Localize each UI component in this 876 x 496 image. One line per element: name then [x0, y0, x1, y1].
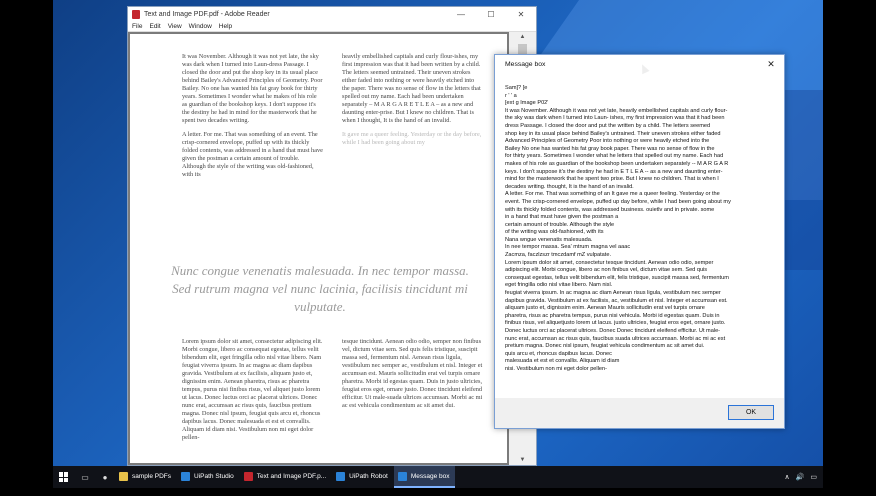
- reader-menubar: [128, 21, 536, 32]
- menu-window[interactable]: Window: [188, 22, 212, 30]
- taskbar-item-label: Text and Image PDF.p...: [256, 472, 327, 480]
- taskbar-item-pdf[interactable]: [240, 466, 332, 488]
- msgbox-title: Message box: [505, 60, 546, 68]
- msgbox-close-button[interactable]: ✕: [767, 58, 775, 69]
- pdf-page: [130, 34, 507, 463]
- menu-edit[interactable]: Edit: [149, 22, 161, 30]
- notification-icon[interactable]: ▭: [810, 474, 817, 481]
- document-viewer[interactable]: [128, 32, 536, 465]
- uipath-icon: [336, 472, 345, 481]
- close-button[interactable]: ✕: [517, 9, 525, 19]
- folder-icon: [119, 472, 128, 481]
- scroll-down-icon[interactable]: ▼: [519, 457, 526, 463]
- windows-logo-icon: [59, 472, 69, 482]
- task-view-icon[interactable]: ▭: [81, 472, 89, 482]
- paragraph: heavily embellished capitals and curly flour-ishes, my first impression was that it had been written by a child. The letters seemed untrained. Their uneven strokes either faded into nothing or were heavily etched into the paper. There was no sense of flow in the letters that spelled out my name. Each had been undertaken separately – M A R G A R E T L E A – as a new and daunting enter-prise. But I knew no children. That is when I thought, It is the hand of an invalid.: [342, 53, 481, 124]
- faded-paragraph: It gave me a queer feeling. Yesterday or the day before, while I had been going about my: [342, 131, 482, 146]
- paragraph: tesque tincidunt. Aenean odio odio, semper non finibus vel, dictum vitae sem. Sed quis felis tristique, suscipit massa sed, fermentum nisl. Aenean risus ligula, vestibulum nec semper ac, vestibulum et nisl. Integer et accumsan est. Mauris sollicitudin erat vel turpis ornare pharetra. Morbi id egestas quam. Duis in justo ultricies, feugiat eros eget, ornare justo. Donec tincidunt eleifend efficitur. Ut male-suada ultrices accumsan. Morbi ac mi ac est vehicula condimentum ac sit amet dui.: [342, 338, 483, 409]
- taskbar-item-sample-pdfs[interactable]: [115, 466, 177, 488]
- bottom-right-column: [342, 338, 483, 416]
- chevron-up-icon[interactable]: ∧: [784, 474, 790, 481]
- uipath-icon: [398, 472, 407, 481]
- reader-title: Text and Image PDF.pdf - Adobe Reader: [144, 10, 270, 18]
- minimize-button[interactable]: —: [457, 9, 465, 19]
- taskbar-item-uipath-studio[interactable]: [177, 466, 240, 488]
- paragraph: A letter. For me. That was something of an event. The crisp-cornered envelope, puffed up with its thickly folded contents, was addressed in a hand that must have given the postman a certain amount of trouble. Although the style of the writing was old-fashioned, with its: [182, 131, 323, 178]
- paragraph: Lorem ipsum dolor sit amet, consectetur adipiscing elit. Morbi congue, libero ac consequat egestas, tellus velit bibendum elit, eget fringilla odio nisl vitae libero. Nam feugiat viverra ipsum. In ac magna ac diam dapibus gravida. Vestibulum at ex facilisis, aliquam justo et, dignissim enim. Aenean pharetra, risus ac pharetra tempus, purus nisi finibus risus, vel aliquet justo lorem ut lacus. Donec luctus orci ac placerat ultrices. Donec nunc erat, accumsan ac risus quis, faucibus pretium magna. Donec nisl ipsum, feugiat quis arcu et, rhoncus dapibus lacus. Donec malesuada et est et convallis. Aliquam id diam nisi. Vestibulum non mi eget dolor pellen-: [182, 338, 323, 441]
- pdf-icon: [244, 472, 253, 481]
- menu-help[interactable]: Help: [218, 22, 233, 30]
- pdf-icon: [132, 10, 140, 19]
- desktop: [53, 0, 823, 466]
- right-column: [342, 53, 483, 153]
- paragraph: It was November. Although it was not yet late, the sky was dark when I turned into Laun-dress Passage. I closed the door and put the shop key in its usual place behind Bailey's Advanced Principles of Geometry. Poor Bailey. No one has wanted his fat gray book for thirty years. Sometimes I wonder what he makes of his role as guardian of the bookshop keys. I don't suppose it's the destiny he had in mind for the masterwork that he spent two decades writing.: [182, 53, 323, 124]
- maximize-button[interactable]: ☐: [487, 9, 495, 19]
- msgbox-footer: [495, 398, 784, 428]
- volume-icon[interactable]: 🔊: [795, 474, 805, 481]
- left-column: [182, 53, 323, 185]
- system-tray: [779, 473, 823, 481]
- scroll-up-icon[interactable]: ▲: [519, 34, 526, 40]
- msgbox-text: Sam]? [e r ' ' a [ext g Image P02' It was November. Although it was not yet late, heavily embellished capitals and curly flour- the sky was dark when I turned into Laun- ishes, my first impression was that it had been dress Passage. I closed the door and put the written by a child. The letters seemed shop key in its usual place behind Bailey's untrained. Their uneven strokes either faded Advanced Principles of Geometry Poor into nothing or were heavily etched into the Bailey No one has wanted his fat gray book paper. There was no sense of flow in the for thirty years. Sometimes I wonder what he letters that spelled out my name. Each had makes of his role as guardian of the bookshop been undertaken separately -- M A R G A R keys. I don't suppose it's the destiny he had in E T L E A -- as a new and daunting enter- mind for the masterwork that he spent two prise. But I knew no children. That is when I decades writing. thought, It is the hand of an invalid. A letter. For me. That was something of an It gave me a queer feeling. Yesterday or the event. The crisp-cornered envelope, puffed up day before, while I had been going about my with its thickly folded contents, was addressed business. ouietlv and in private. some in a hand that must have given the postman a certain amount of trouble. Although the style of the writing was old-fashioned, with its Nana wngue venenatis malesuada. In nee tempor massa. Sea' mtrum magna vel aaac Zacmza, faczlzszr tmczdamf mZ vulpatate. Lorem ipsum dolor sit amet, consectetur tesque tincidunt. Aenean odio odio, semper adipiscing elit. Morbi congue, libero ac non finibus vel, dictum vitae sem. Sed quis consequat egestas, tellus velit bibendum elit, felis tristique, suscipit massa sed, fermentum eget fringilla odio nisl vitae libero. Nam nisl. feugiat viverra ipsum. In ac magna ac diam Aenean risus ligula, vestibulum nec semper dapibus gravida. Vestibulum at ex facilisis, ac, vestibulum et nisl. Integer et accumsan est. aliquam justo et, dignissim enim. Aenean Mauris sollicitudin erat vel turpis ornare pharetra, risus ac pharetra tempus, purus nisi vehicula. Morbi id egestas quam. Duis in finibus risus, vel aliquetjusto lorem ut lacus. justo ultricies, feugiat eros eget, ornare justo. Donec luctus orci ac placerat ultrices. Donec Donec tincidunt eleifend efficitur. Ut male- nunc erat, accumsan ac risus quis, faucibus suada ultrices accumsan. Morbi ac mi ac est pretium magna. Donec nisl ipsum, feugiat vehicula condimentum ac sit amet dui. quis arcu et, rhoncus dapibus lacus. Donec malesuada et est et convallis. Aliquam id diam nisi. Vestibulum non mi eget dolor pellen-: [505, 85, 731, 372]
- taskbar-item-label: UiPath Robot: [349, 472, 388, 480]
- taskbar-item-uipath-robot[interactable]: [332, 466, 394, 488]
- ok-button[interactable]: OK: [728, 405, 774, 420]
- taskbar-item-label: Message box: [410, 472, 450, 480]
- taskbar-item-label: UiPath Studio: [194, 472, 234, 480]
- taskbar-item-label: sample PDFs: [132, 472, 172, 480]
- bottom-left-column: [182, 338, 323, 448]
- taskbar-item-message-box[interactable]: [394, 466, 456, 488]
- uipath-icon: [181, 472, 190, 481]
- pull-quote: Nunc congue venenatis malesuada. In nec tempor massa. Sed rutrum magna vel nunc lacinia, facilisis tincidunt mi vulputate.: [171, 263, 469, 314]
- message-box-dialog: [494, 54, 785, 429]
- start-button[interactable]: [53, 466, 75, 488]
- menu-view[interactable]: View: [167, 22, 182, 30]
- browser-icon[interactable]: ●: [102, 472, 108, 482]
- adobe-reader-window: [127, 6, 537, 466]
- menu-file[interactable]: File: [132, 22, 143, 30]
- taskbar: [53, 466, 823, 488]
- reader-titlebar: [128, 7, 536, 21]
